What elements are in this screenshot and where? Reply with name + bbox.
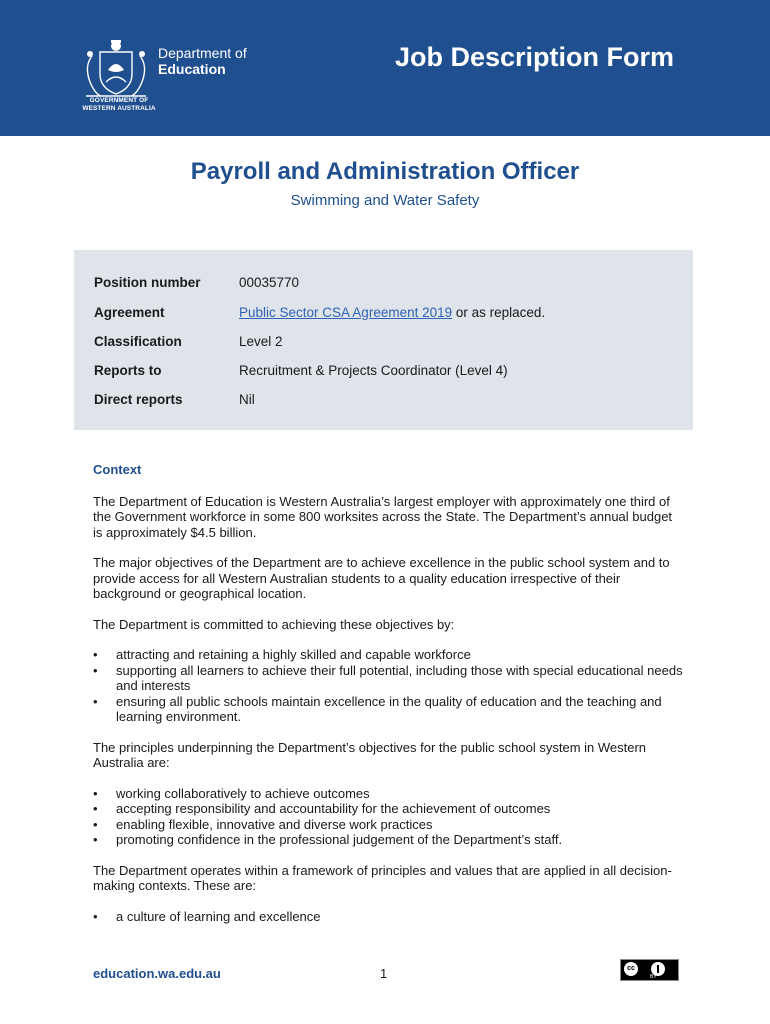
- dept-line-2: Education: [158, 61, 226, 77]
- creative-commons-badge[interactable]: [620, 959, 679, 981]
- list-item: [93, 832, 683, 848]
- context-paragraph-5: The Department operates within a framework of principles and values that are applied in all decision-making contexts. These are:: [93, 862, 672, 893]
- list-item: [93, 663, 683, 694]
- context-paragraph-2: The major objectives of the Department are to achieve excellence in the public school system and to provide access for all Western Australian students to a quality education irrespective of their background or geographical location.: [93, 555, 670, 601]
- bullet-icon: •: [93, 801, 98, 816]
- agreement-link[interactable]: Public Sector CSA Agreement 2019: [239, 305, 453, 320]
- form-title: Job Description Form: [395, 42, 675, 72]
- bullet-icon: •: [93, 816, 98, 832]
- direct-reports-label: Direct reports: [94, 392, 183, 407]
- classification-value: Level 2: [239, 334, 283, 349]
- list-item: [93, 786, 683, 802]
- context-paragraph-4: The principles underpinning the Department’s objectives for the public school system in Western Australia are:: [93, 739, 647, 770]
- list-item-text: promoting confidence in the professional judgement of the Department’s staff.: [116, 832, 563, 847]
- list-item-text: attracting and retaining a highly skilled and capable workforce: [116, 647, 471, 662]
- list-item-text: supporting all learners to achieve their full potential, including those with special educational needs and interests: [116, 662, 683, 693]
- list-item-text: ensuring all public schools maintain excellence in the quality of education and the teaching and learning environment.: [116, 693, 662, 724]
- agreement-value: [239, 305, 545, 320]
- gov-line-1: GOVERNMENT OF: [89, 97, 149, 104]
- bullet-icon: •: [93, 908, 98, 924]
- agreement-label: Agreement: [94, 305, 165, 320]
- bullet-icon: •: [93, 647, 98, 662]
- position-number-value: 00035770: [239, 275, 300, 290]
- list-item-text: accepting responsibility and accountability for the achievement of outcomes: [116, 801, 551, 816]
- government-of-wa-text: [74, 97, 164, 112]
- list-item: [93, 801, 683, 817]
- classification-label: Classification: [94, 334, 182, 349]
- direct-reports-value: Nil: [239, 392, 255, 407]
- list-item: [93, 647, 683, 663]
- bullet-icon: •: [93, 662, 98, 678]
- principles-list: [93, 786, 683, 848]
- dept-line-1: Department of: [158, 45, 247, 61]
- list-item-text: working collaboratively to achieve outcomes: [116, 785, 370, 801]
- list-item-text: enabling flexible, innovative and diverse work practices: [116, 816, 433, 832]
- reports-to-label: Reports to: [94, 363, 162, 378]
- objectives-list: [93, 647, 683, 725]
- wa-coat-of-arms-logo: [78, 38, 154, 100]
- footer-url-link[interactable]: education.wa.edu.au: [93, 966, 221, 981]
- cc-icon: cc: [624, 962, 638, 976]
- list-item: [93, 909, 683, 925]
- context-heading: Context: [93, 462, 142, 477]
- bullet-icon: •: [93, 785, 98, 801]
- bullet-icon: •: [93, 832, 98, 847]
- job-title: Payroll and Administration Officer: [190, 158, 580, 185]
- page-number: 1: [380, 966, 388, 981]
- list-item-text: a culture of learning and excellence: [116, 908, 321, 924]
- department-name: [158, 45, 247, 77]
- header-banner: [0, 0, 770, 136]
- context-section: [93, 462, 683, 939]
- context-paragraph-3: The Department is committed to achieving these objectives by:: [93, 616, 455, 632]
- job-subtitle: Swimming and Water Safety: [290, 192, 480, 209]
- bullet-icon: •: [93, 693, 98, 709]
- position-info-box: [74, 250, 693, 430]
- by-label: BY: [650, 974, 657, 980]
- gov-line-2: WESTERN AUSTRALIA: [82, 104, 156, 112]
- context-paragraph-1: The Department of Education is Western Australia’s largest employer with approximately one third of the Government workforce in some 800 worksites across the State. The Department’s annual budget is approximately $4.5 billion.: [93, 493, 673, 540]
- reports-to-value: Recruitment & Projects Coordinator (Level 4): [239, 363, 508, 378]
- values-list: [93, 909, 683, 925]
- list-item: [93, 694, 683, 725]
- position-number-label: Position number: [94, 275, 201, 290]
- list-item: [93, 817, 683, 833]
- agreement-suffix: or as replaced.: [452, 305, 546, 320]
